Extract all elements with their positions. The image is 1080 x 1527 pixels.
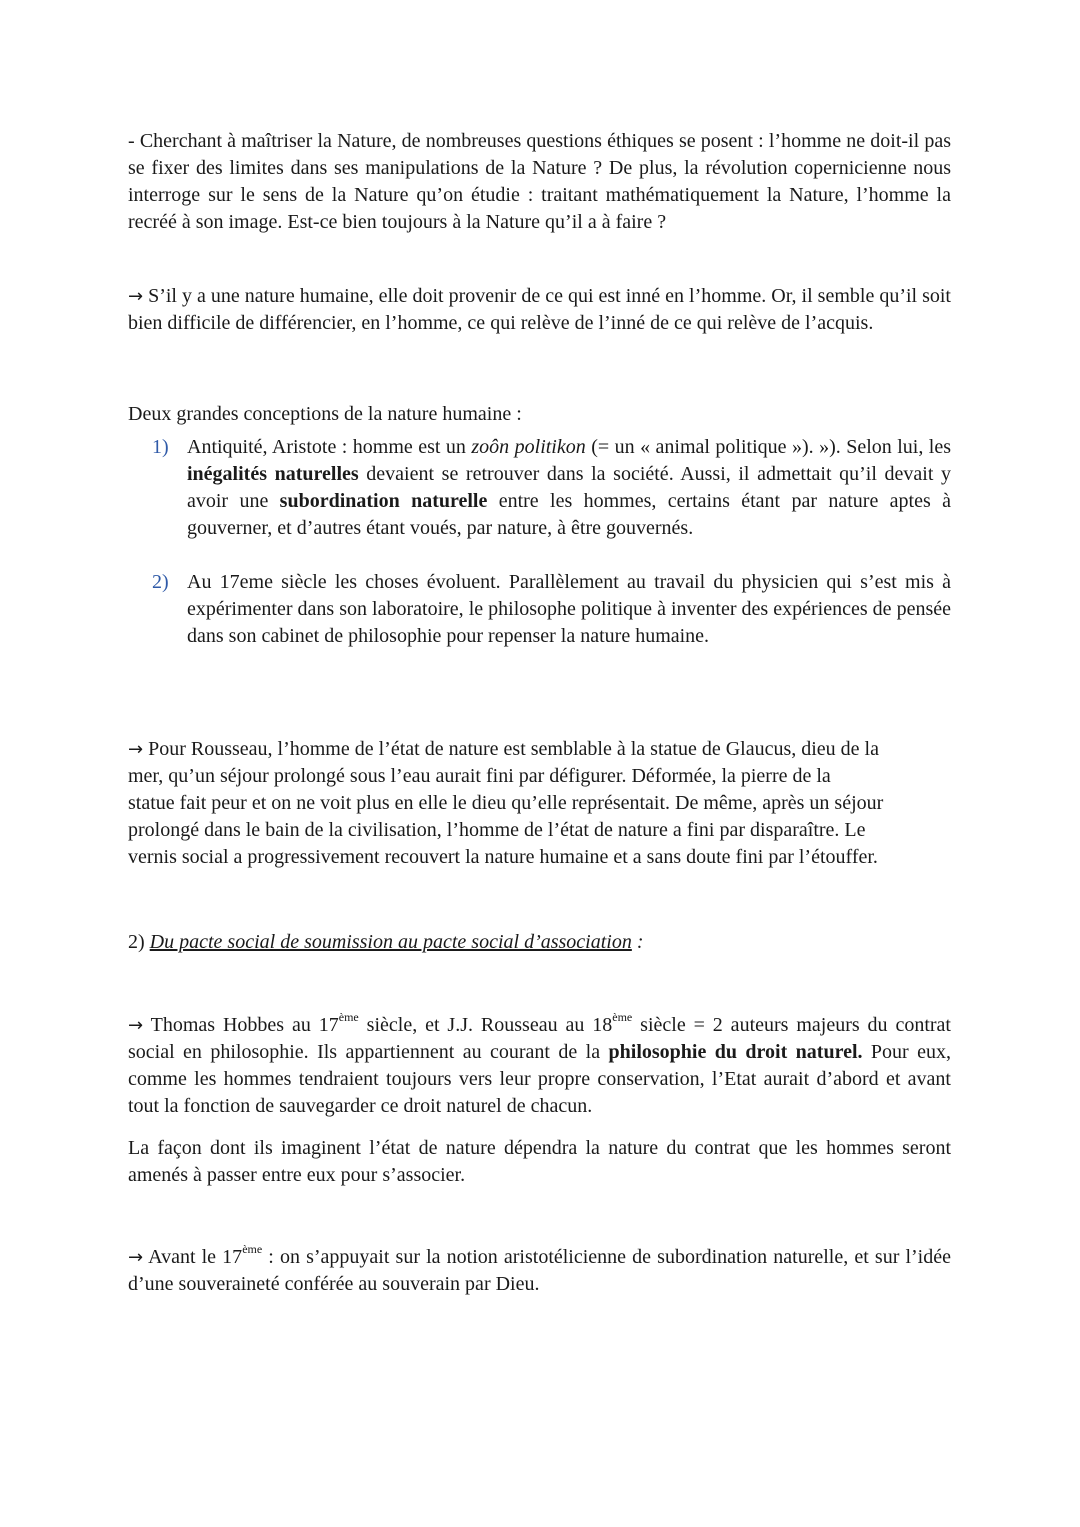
list-item-text: Au 17eme siècle les choses évoluent. Parallèlement au travail du physicien qui s’est mis à expérimenter dans son laboratoire, le philosophe politique à inventer des expériences de pensée dans son cabinet de philosophie pour repenser la nature humaine. [187,571,951,647]
bold-term: inégalités naturelles [187,463,359,485]
list-number: 1) [152,436,169,458]
paragraph-text: Deux grandes conceptions de la nature humaine : [128,403,522,425]
list-item-text [187,434,951,542]
heading-title: Du pacte social de soumission au pacte social d’association [149,931,632,953]
text-line: vernis social a progressivement recouvert la nature humaine et a sans doute fini par l’étouffer. [128,846,878,868]
text-line: statue fait peur et on ne voit plus en elle le dieu qu’elle représentait. De même, après un séjour [128,792,884,814]
heading-number: 2) [128,931,150,953]
text-line: mer, qu’un séjour prolongé sous l’eau aurait fini par défigurer. Déformée, la pierre de la [128,765,831,787]
paragraph-text: S’il y a une nature humaine, elle doit provenir de ce qui est inné en l’homme. Or, il semble qu’il soit bien difficile de différencier, en l’homme, ce qui relève de l’inné de ce qui relève de l’acquis. [128,285,951,334]
superscript: ème [338,1010,359,1025]
bold-term: philosophie du droit naturel. [608,1041,863,1063]
heading-colon: : [631,931,644,953]
paragraph-text: La façon dont ils imaginent l’état de nature dépendra la nature du contrat que les hommes seront amenés à passer entre eux pour s’associer. [128,1137,951,1186]
text-segment: Pour eux, comme les hommes tendraient toujours vers leur propre conservation, l’Etat aurait d’abord et avant tout la fonction de sauvegarder ce droit naturel de chacun. [128,1041,951,1117]
paragraph-state-of-nature [128,1135,951,1189]
paragraph-rousseau-glaucus [128,736,951,871]
text-segment: Thomas Hobbes au 17 [143,1014,339,1036]
text-segment: entre les hommes, certains étant par nature aptes à gouverner, et d’autres étant voués, par nature, à être gouvernés. [187,490,951,539]
paragraph-two-conceptions [128,401,951,428]
paragraph-human-nature [128,283,951,337]
paragraph-before-17th [128,1244,951,1298]
text-segment: Avant le 17 [143,1246,243,1268]
paragraph-nature-ethics [128,128,951,236]
text-segment: siècle, et J.J. Rousseau au 18 [358,1014,613,1036]
section-heading [128,929,951,956]
arrow-icon: → [128,739,144,760]
text-line: Pour Rousseau, l’homme de l’état de nature est semblable à la statue de Glaucus, dieu de la [143,738,879,760]
text-line: prolongé dans le bain de la civilisation, l’homme de l’état de nature a fini par disparaître. Le [128,819,866,841]
arrow-icon: → [128,1247,144,1268]
text-segment: siècle = 2 auteurs majeurs du contrat social en philosophie. Ils appartiennent au courant de la [128,1014,951,1063]
text-segment: (= un « animal politique »). »). Selon lui, les [585,436,952,458]
arrow-icon: → [128,286,144,307]
paragraph-hobbes-rousseau [128,1012,951,1120]
italic-term: zoôn politikon [471,436,586,458]
bold-term: subordination naturelle [279,490,488,512]
list-item-aristotle [152,434,951,542]
text-segment: devaient se retrouver dans la société. Aussi, il admettait qu’il devait y avoir une [187,463,952,512]
paragraph-text: - Cherchant à maîtriser la Nature, de nombreuses questions éthiques se posent : l’homme ne doit-il pas se fixer des limites dans ses manipulations de la Nature ? De plus, la révolution copernicienne nous interroge sur le sens de la Nature qu’on étudie : traitant mathématiquement la Nature, l’homme la recréé à son image. Est-ce bien toujours à la Nature qu’il a à faire ? [128,130,951,233]
arrow-icon: → [128,1015,144,1036]
list-item-17th-century [152,569,951,650]
superscript: ème [242,1242,263,1257]
text-segment: : on s’appuyait sur la notion aristotélicienne de subordination naturelle, et sur l’idée d’une souveraineté conférée au souverain par Dieu. [128,1246,951,1295]
text-segment: Antiquité, Aristote : homme est un [187,436,472,458]
superscript: ème [612,1010,633,1025]
list-number: 2) [152,571,169,593]
